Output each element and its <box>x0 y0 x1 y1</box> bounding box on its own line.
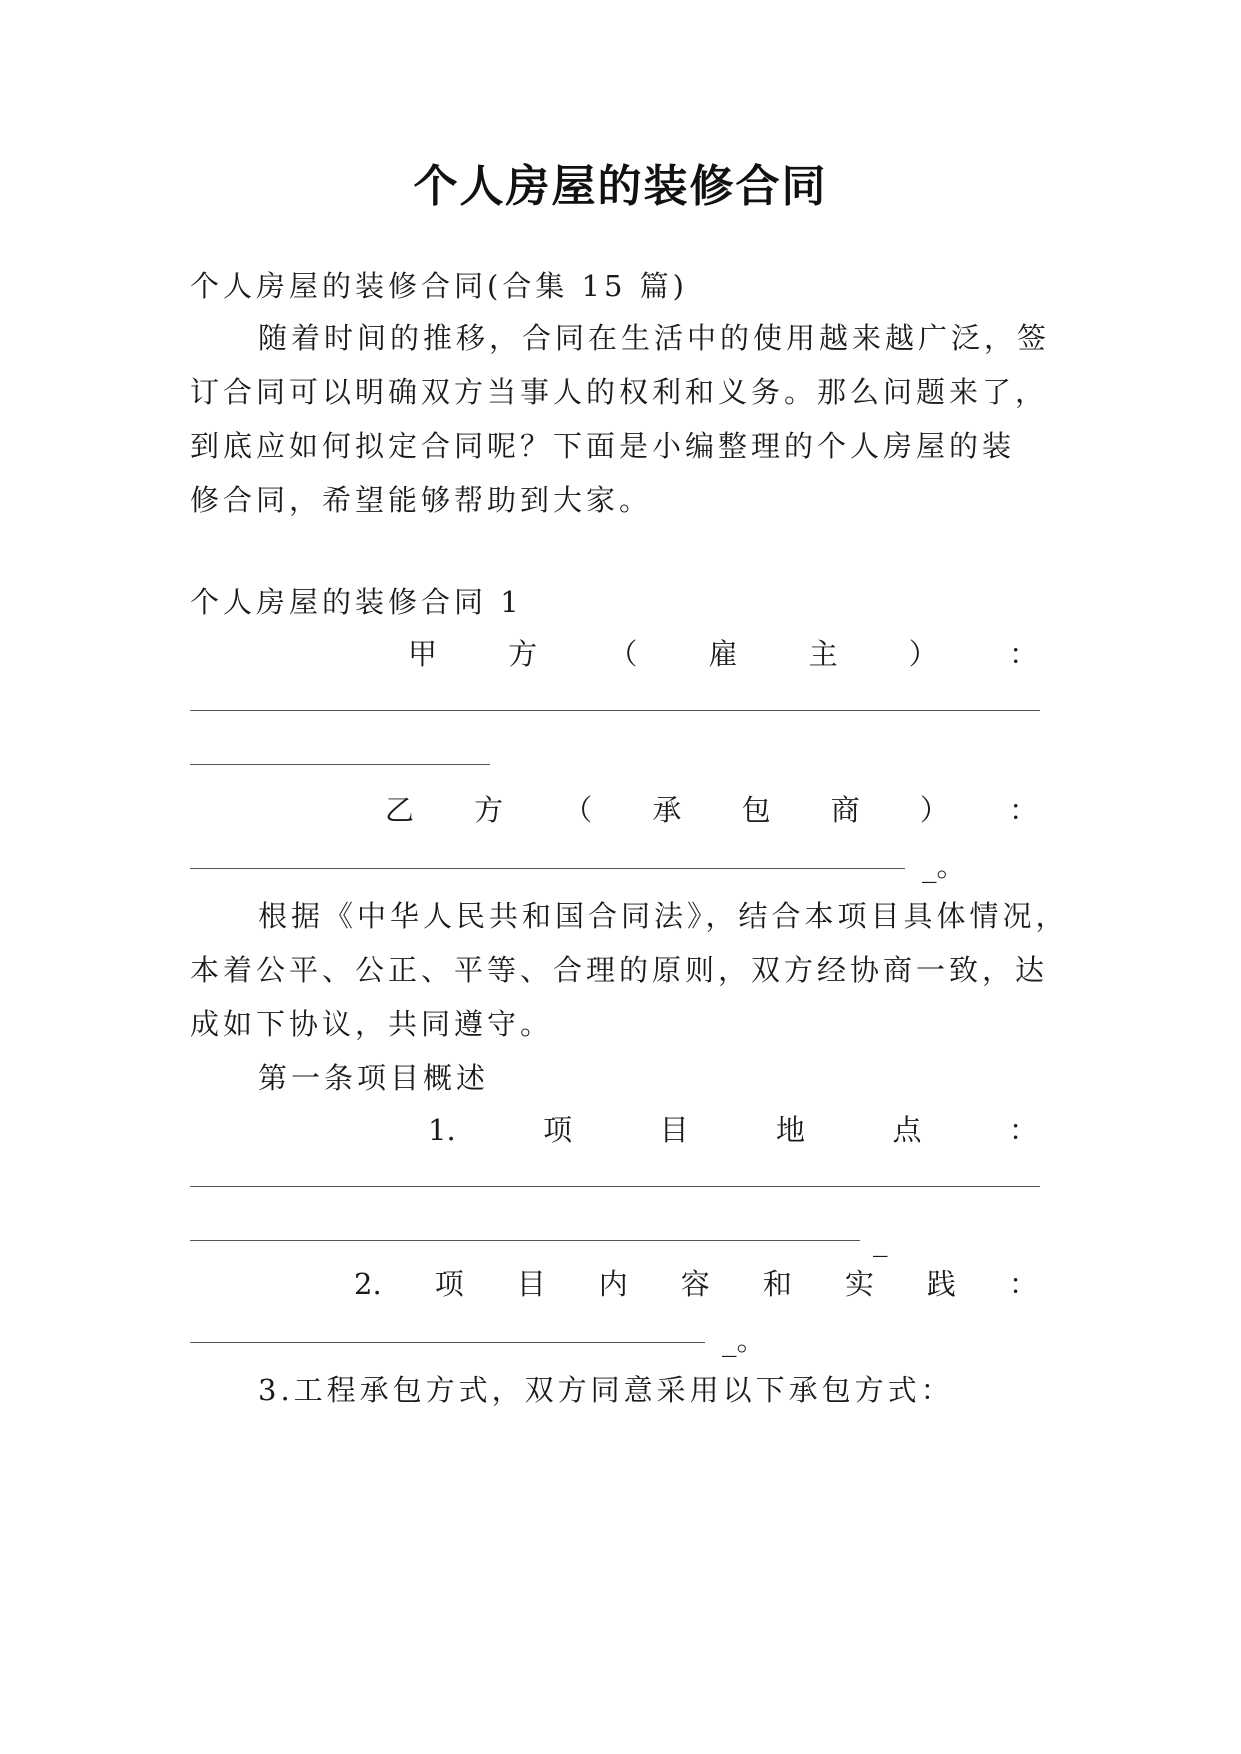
item-1-blank-line <box>190 1186 1040 1187</box>
party-a-char: ： <box>1008 637 1038 671</box>
party-a-char: 雇 <box>708 637 738 671</box>
item-2-char: 内 <box>598 1267 628 1301</box>
item-2-char: 践 <box>926 1267 956 1301</box>
intro-line-2: 订合同可以明确双方当事人的权利和义务。那么问题来了， <box>190 375 1049 409</box>
party-b-char: 承 <box>652 793 682 827</box>
intro-line-1: 随着时间的推移，合同在生活中的使用越来越广泛，签 <box>258 321 1051 355</box>
party-b-char: 乙 <box>385 793 415 827</box>
party-b-blank-line <box>190 868 905 869</box>
section-heading: 个人房屋的装修合同 1 <box>190 585 523 619</box>
item-1-char: 1. <box>428 1113 456 1147</box>
party-b-label <box>385 790 1038 830</box>
item-1-tail: _ <box>873 1223 888 1257</box>
party-a-blank-line <box>190 710 1040 711</box>
basis-line-2: 本着公平、公正、平等、合理的原则，双方经协商一致，达 <box>190 953 1049 987</box>
item-2-char: 和 <box>762 1267 792 1301</box>
item-2-char: 2. <box>354 1267 382 1301</box>
intro-line-3: 到底应如何拟定合同呢？下面是小编整理的个人房屋的装 <box>190 429 1016 463</box>
party-a-char: 方 <box>508 637 538 671</box>
party-b-char: ） <box>919 793 949 827</box>
party-b-char: 方 <box>474 793 504 827</box>
item-2-char: 容 <box>680 1267 710 1301</box>
party-a-char: 甲 <box>408 637 438 671</box>
item-2-char: ： <box>1008 1267 1038 1301</box>
item-1-blank-line <box>190 1240 860 1241</box>
document-title: 个人房屋的装修合同 <box>413 161 828 212</box>
item-2-label <box>354 1264 1038 1304</box>
party-a-char: （ <box>608 637 638 671</box>
basis-line-3: 成如下协议，共同遵守。 <box>190 1007 554 1041</box>
intro-line-4: 修合同，希望能够帮助到大家。 <box>190 483 653 517</box>
article-1-heading: 第一条项目概述 <box>258 1061 490 1095</box>
party-b-char: 包 <box>741 793 771 827</box>
item-1-char: 地 <box>776 1113 806 1147</box>
item-1-char: 项 <box>543 1113 573 1147</box>
party-a-label <box>408 634 1038 674</box>
item-1-char: 目 <box>659 1113 689 1147</box>
party-a-blank-line <box>190 764 490 765</box>
item-3-line: 3.工程承包方式，双方同意采用以下承包方式： <box>258 1373 954 1407</box>
item-2-blank-line <box>190 1342 705 1343</box>
party-b-char: ： <box>1008 793 1038 827</box>
party-b-char: 商 <box>830 793 860 827</box>
party-b-char: （ <box>563 793 593 827</box>
item-2-char: 项 <box>434 1267 464 1301</box>
party-a-char: ） <box>908 637 938 671</box>
basis-line-1: 根据《中华人民共和国合同法》，结合本项目具体情况， <box>258 899 1069 933</box>
item-2-char: 实 <box>844 1267 874 1301</box>
item-2-tail: _。 <box>722 1323 766 1357</box>
party-a-char: 主 <box>808 637 838 671</box>
party-b-tail: _。 <box>922 849 966 883</box>
item-1-char: 点 <box>892 1113 922 1147</box>
item-1-label <box>428 1110 1038 1150</box>
document-subtitle: 个人房屋的装修合同(合集 15 篇) <box>190 269 688 303</box>
item-2-char: 目 <box>516 1267 546 1301</box>
item-1-char: ： <box>1008 1113 1038 1147</box>
